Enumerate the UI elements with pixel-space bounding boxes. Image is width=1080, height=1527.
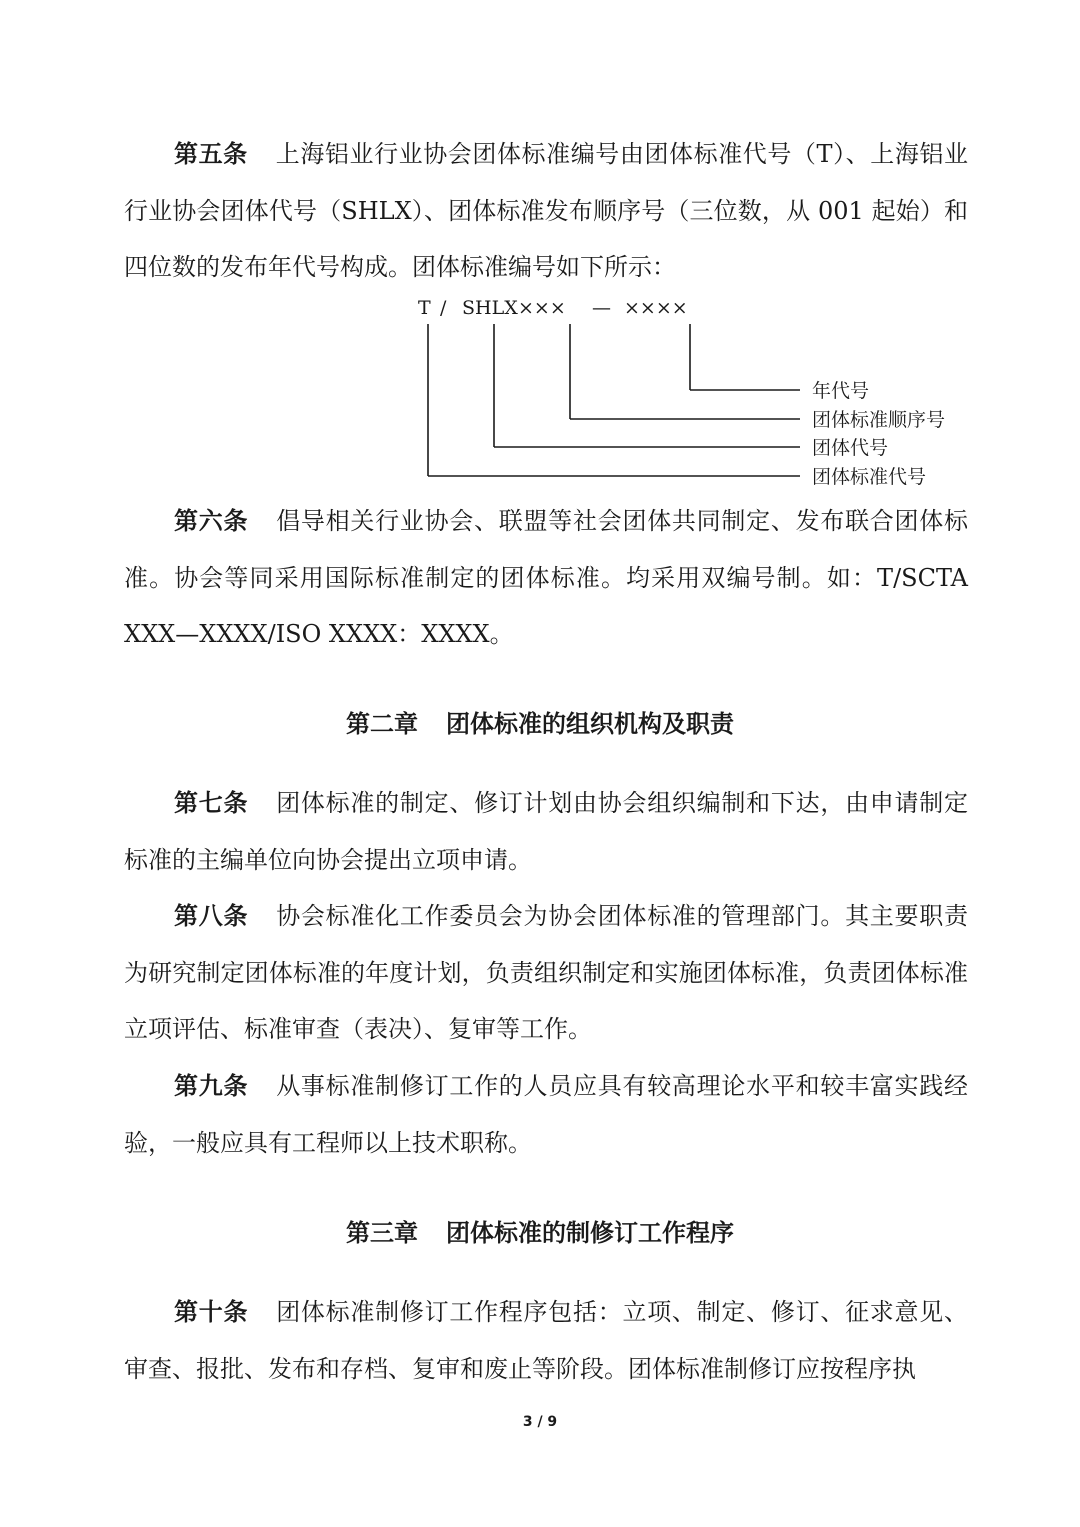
diagram-code-t: T bbox=[418, 297, 431, 319]
article-9-label: 第九条 bbox=[174, 1072, 249, 1100]
article-8 bbox=[124, 888, 968, 1058]
article-7-text: 团体标准的制定、修订计划由协会组织编制和下达，由申请制定标准的主编单位向协会提出立项申请。 bbox=[124, 789, 969, 874]
article-5-label: 第五条 bbox=[174, 140, 248, 168]
page-number: 3 / 9 bbox=[522, 1414, 558, 1430]
article-8-text: 协会标准化工作委员会为协会团体标准的管理部门。其主要职责为研究制定团体标准的年度计划，负责组织制定和实施团体标准，负责团体标准立项评估、标准审查（表决）、复审等工作。 bbox=[124, 902, 969, 1043]
article-7 bbox=[124, 775, 968, 888]
diagram-slash: / bbox=[440, 297, 447, 319]
article-8-label: 第八条 bbox=[174, 902, 249, 930]
article-6-label: 第六条 bbox=[174, 507, 249, 535]
article-9 bbox=[124, 1058, 968, 1171]
diagram-label-org: 团体代号 bbox=[812, 437, 889, 459]
article-6 bbox=[124, 493, 968, 663]
diagram-label-year: 年代号 bbox=[812, 380, 870, 402]
diagram-code-org: SHLX bbox=[462, 297, 518, 319]
article-10 bbox=[124, 1284, 968, 1397]
article-6-text: 倡导相关行业协会、联盟等社会团体共同制定、发布联合团体标准。协会等同采用国际标准制定的团体标准。均采用双编号制。如：T/SCTA XXX—XXXX/ISO XXXX：XXXX。 bbox=[124, 507, 969, 648]
diagram-label-seq: 团体标准顺序号 bbox=[812, 409, 946, 431]
chapter-2-number: 第二章 bbox=[346, 710, 418, 738]
chapter-2-heading bbox=[0, 704, 1080, 739]
chapter-3-title: 团体标准的制修订工作程序 bbox=[446, 1219, 734, 1247]
diagram-label-std: 团体标准代号 bbox=[812, 466, 927, 488]
article-5-text: 上海铝业行业协会团体标准编号由团体标准代号（T）、上海铝业行业协会团体代号（SHLX）、团体标准发布顺序号（三位数，从 001 起始）和四位数的发布年代号构成。团体标准编号如下所示： bbox=[124, 140, 968, 281]
diagram-dash: — bbox=[592, 297, 611, 319]
article-7-label: 第七条 bbox=[174, 789, 249, 817]
article-10-label: 第十条 bbox=[174, 1298, 249, 1326]
numbering-diagram bbox=[400, 290, 1000, 500]
chapter-3-number: 第三章 bbox=[346, 1219, 418, 1247]
diagram-code-year: ×××× bbox=[624, 297, 688, 319]
article-5 bbox=[124, 126, 968, 296]
diagram-code-seq: ××× bbox=[518, 297, 566, 319]
article-10-text: 团体标准制修订工作程序包括：立项、制定、修订、征求意见、审查、报批、发布和存档、复审和废止等阶段。团体标准制修订应按程序执 bbox=[124, 1298, 969, 1383]
article-9-text: 从事标准制修订工作的人员应具有较高理论水平和较丰富实践经验，一般应具有工程师以上技术职称。 bbox=[124, 1072, 969, 1157]
chapter-3-heading bbox=[0, 1213, 1080, 1248]
chapter-2-title: 团体标准的组织机构及职责 bbox=[446, 710, 734, 738]
